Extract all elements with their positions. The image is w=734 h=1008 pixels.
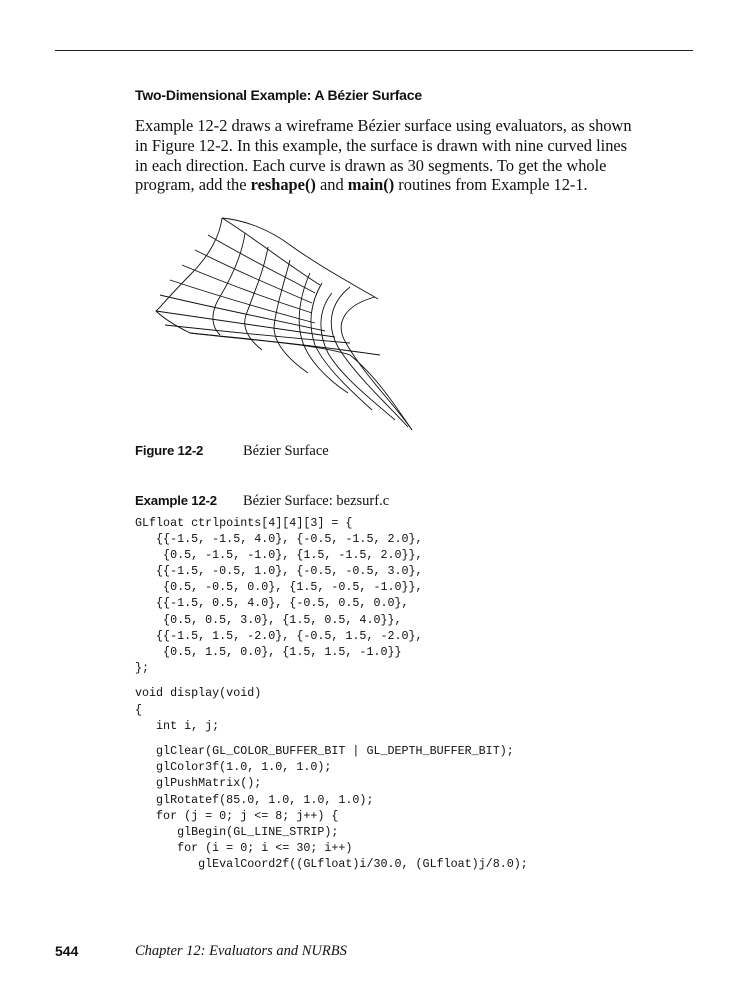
section-heading: Two-Dimensional Example: A Bézier Surface (135, 87, 422, 103)
code-line: {0.5, -1.5, -1.0}, {1.5, -1.5, 2.0}}, (135, 548, 423, 563)
code-line: glPushMatrix(); (135, 776, 262, 791)
code-blank-line (135, 676, 528, 686)
code-line: int i, j; (135, 718, 220, 733)
figure-caption (135, 443, 329, 460)
code-line: {{-1.5, 0.5, 4.0}, {-0.5, 0.5, 0.0}, (135, 596, 409, 611)
code-line: GLfloat ctrlpoints[4][4][3] = { (135, 516, 353, 530)
reshape-function-name: reshape() (250, 175, 316, 195)
code-line: glEvalCoord2f((GLfloat)i/30.0, (GLfloat)j/8.0); (135, 856, 528, 871)
code-line: {0.5, 1.5, 0.0}, {1.5, 1.5, -1.0}} (135, 644, 402, 659)
code-line: glColor3f(1.0, 1.0, 1.0); (135, 760, 332, 775)
code-line: {{-1.5, 1.5, -2.0}, {-0.5, 1.5, -2.0}, (135, 628, 423, 643)
example-caption (135, 493, 389, 510)
surface-edge (222, 218, 378, 299)
surface-curve (311, 283, 372, 410)
surface-curve (321, 293, 395, 420)
code-line: for (i = 0; i <= 30; i++) (135, 840, 353, 855)
code-line: {0.5, 0.5, 3.0}, {1.5, 0.5, 4.0}}, (135, 612, 402, 627)
bezier-surface-figure (150, 215, 420, 435)
paragraph-line: Example 12-2 draws a wireframe Bézier surface using evaluators, as shown (135, 116, 632, 135)
body-paragraph (135, 116, 710, 195)
surface-curve (182, 265, 312, 313)
code-blank-line (135, 734, 528, 744)
paragraph-line: routines from Example 12-1. (394, 175, 588, 195)
code-listing (135, 515, 528, 872)
page-number: 544 (55, 943, 79, 959)
paragraph-line: in Figure 12-2. In this example, the surface is drawn with nine curved lines (135, 135, 628, 155)
surface-curve (160, 295, 325, 331)
header-rule (55, 50, 693, 51)
code-line: glClear(GL_COLOR_BUFFER_BIT | GL_DEPTH_BUFFER_BIT); (135, 744, 514, 759)
example-label: Example 12-2 (135, 493, 217, 508)
surface-edge (190, 333, 412, 430)
code-line: {0.5, -0.5, 0.0}, {1.5, -0.5, -1.0}}, (135, 580, 423, 595)
code-line: glRotatef(85.0, 1.0, 1.0, 1.0); (135, 792, 374, 807)
paragraph-line: in each direction. Each curve is drawn as 30 segments. To get the whole (135, 155, 607, 175)
code-line: {{-1.5, -1.5, 4.0}, {-0.5, -1.5, 2.0}, (135, 532, 423, 547)
surface-curve (341, 297, 412, 430)
code-line: for (j = 0; j <= 8; j++) { (135, 808, 339, 823)
code-line: {{-1.5, -0.5, 1.0}, {-0.5, -0.5, 3.0}, (135, 564, 423, 579)
paragraph-line: program, add the (135, 175, 251, 195)
figure-label: Figure 12-2 (135, 443, 204, 458)
paragraph-line: and (315, 175, 348, 195)
main-function-name: main() (347, 175, 395, 195)
surface-curve (331, 287, 408, 427)
chapter-footer: Chapter 12: Evaluators and NURBS (135, 943, 347, 959)
figure-caption-text: Bézier Surface (243, 443, 329, 459)
code-line: }; (135, 660, 150, 675)
code-line: void display(void) (135, 686, 262, 701)
code-line: { (135, 702, 143, 717)
example-caption-text: Bézier Surface: bezsurf.c (243, 493, 390, 509)
code-line: glBegin(GL_LINE_STRIP); (135, 824, 339, 839)
